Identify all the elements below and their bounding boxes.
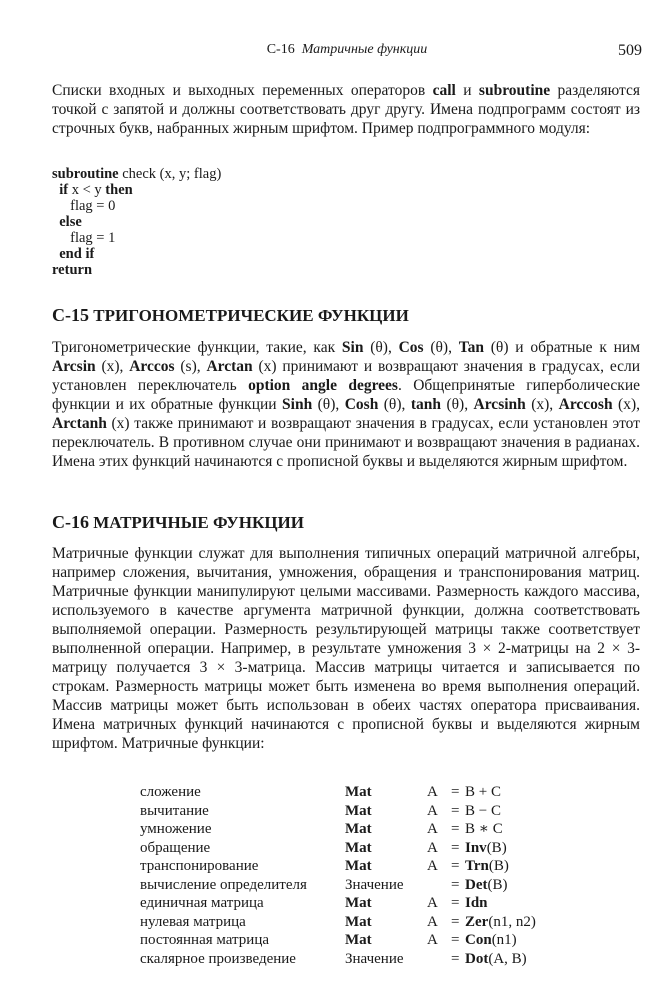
- matrix-function-row: [140, 950, 580, 969]
- matrix-function-row: [140, 894, 580, 913]
- matrix-function-row: [140, 857, 580, 876]
- matrix-function-equals: =: [451, 858, 460, 874]
- code-line: return: [52, 262, 93, 278]
- matrix-function-kind: Mat: [345, 802, 372, 819]
- matrix-function-row: [140, 820, 580, 839]
- matrix-function-expression: [465, 876, 580, 895]
- matrix-function-equals: =: [451, 895, 460, 911]
- running-section-ref: C-16: [266, 42, 295, 57]
- matrix-function-args: (A, B): [488, 950, 527, 967]
- matrix-function-variable: A: [427, 821, 438, 837]
- matrix-function-kind: Mat: [345, 784, 372, 800]
- matrix-function-expression: [465, 857, 580, 876]
- matrix-functions-table: [140, 783, 580, 968]
- matrix-function-expression: [465, 839, 580, 858]
- matrix-function-name: нулевая матрица: [140, 913, 246, 930]
- section-16-paragraph: Матричные функции служат для выполнения типичных операций матричной алгебры, например сложения, вычитания, умножения, обращения и транспонирования матриц. Матричные функции манипулируют целыми массивами. Размерность каждого массива, используемого в качестве аргумента матричной функции, должна соответствовать выполняемой операции. Размерность результирующей матрицы также соответствует выполненной операции. Например, в результате умножения 3 × 2-матрицы на 2 × 3-матрицу получается 3 × 3-матрица. Массив матрицы читается и записывается по строкам. Размерность матрицы может быть изменена во время выполнения операций. Массив матрицы может быть использован в обеих частях оператора присваивания. Имена матричных функций начинаются с прописной буквы и выделяются жирным шрифтом. Матричные функции:: [52, 545, 640, 752]
- matrix-function-keyword: Idn: [465, 895, 488, 911]
- matrix-function-args: (B): [487, 876, 508, 893]
- code-line: if x < y then: [59, 182, 133, 198]
- matrix-function-variable: [427, 950, 451, 969]
- keyword-call: call: [432, 82, 456, 99]
- running-section-title: Матричные функции: [301, 42, 428, 57]
- matrix-function-row: [140, 913, 580, 932]
- code-example: [52, 166, 452, 278]
- matrix-function-variable: A: [427, 802, 438, 819]
- matrix-function-row: [140, 931, 580, 950]
- matrix-function-row: [140, 876, 580, 895]
- code-line: flag = 0: [70, 198, 116, 214]
- matrix-function-variable: A: [427, 932, 438, 948]
- section-15-title: ТРИГОНОМЕТРИЧЕСКИЕ ФУНКЦИИ: [93, 306, 409, 325]
- code-line: subroutine check (x, y; flag): [52, 166, 222, 182]
- matrix-function-args: B ∗ C: [465, 821, 503, 837]
- matrix-function-keyword: Inv: [465, 839, 487, 856]
- matrix-function-equals: =: [451, 950, 460, 967]
- matrix-function-args: (n1, n2): [488, 913, 536, 930]
- matrix-function-row: [140, 839, 580, 858]
- matrix-function-kind: Mat: [345, 839, 372, 856]
- matrix-function-expression: [465, 913, 580, 932]
- matrix-function-kind: Mat: [345, 913, 372, 930]
- matrix-function-args: (B): [486, 839, 507, 856]
- matrix-function-equals: =: [451, 784, 460, 800]
- matrix-function-args: B + C: [465, 784, 501, 800]
- matrix-function-kind: Mat: [345, 821, 372, 837]
- matrix-function-expression: [465, 950, 580, 969]
- running-head: [52, 42, 642, 64]
- matrix-function-name: обращение: [140, 839, 211, 856]
- matrix-function-equals: =: [451, 839, 460, 856]
- matrix-function-kind: Mat: [345, 932, 372, 948]
- matrix-function-keyword: Trn: [465, 858, 489, 874]
- intro-paragraph: Списки входных и выходных переменных операторов call и subroutine разделяются точкой с запятой и должны соответствовать друг другу. Имена подпрограмм состоят из строчных букв, набранных жирным шрифтом. Пример подпрограммного модуля:: [52, 82, 640, 137]
- matrix-function-variable: A: [427, 784, 438, 800]
- keyword-subroutine: subroutine: [478, 82, 551, 99]
- section-15-number: C-15: [52, 305, 89, 325]
- matrix-function-name: сложение: [140, 784, 201, 800]
- matrix-function-variable: A: [427, 913, 438, 930]
- matrix-function-kind: Mat: [345, 858, 372, 874]
- section-16-number: C-16: [52, 512, 89, 532]
- matrix-function-kind: Значение: [345, 876, 404, 893]
- matrix-function-name: скалярное произведение: [140, 950, 296, 967]
- code-line: end if: [59, 246, 95, 262]
- matrix-function-equals: =: [451, 932, 460, 948]
- matrix-function-expression: [465, 783, 580, 802]
- section-16-heading: [52, 512, 642, 533]
- matrix-function-args: (n1): [491, 932, 517, 948]
- matrix-function-keyword: Con: [465, 932, 492, 948]
- section-15-paragraph: Тригонометрические функции, такие, как Sin (θ), Cos (θ), Tan (θ) и обратные к ним Arcsin (x), Arccos (s), Arctan (x) принимают и возвращают значения в градусах, если установлен переключатель option angle degrees. Общепринятые гиперболические функции и их обратные функции Sinh (θ), Cosh (θ), tanh (θ), Arcsinh (x), Arccosh (x), Arctanh (x) также принимают и возвращают значения в градусах, если установлен этот переключатель. В противном случае они принимают и возвращают значения в радианах. Имена этих функций начинаются с прописной буквы и выделяются жирным шрифтом.: [52, 339, 641, 470]
- matrix-function-kind: Mat: [345, 895, 372, 911]
- matrix-function-args: (B): [488, 858, 509, 874]
- matrix-function-keyword: Zer: [465, 913, 489, 930]
- matrix-function-equals: =: [451, 802, 460, 819]
- matrix-function-variable: A: [427, 839, 438, 856]
- matrix-function-keyword: Det: [465, 876, 488, 893]
- code-line: else: [59, 214, 82, 230]
- running-title: [52, 42, 642, 58]
- section-16-title: МАТРИЧНЫЕ ФУНКЦИИ: [93, 513, 305, 532]
- matrix-function-name: вычитание: [140, 802, 209, 819]
- matrix-function-name: умножение: [140, 821, 212, 837]
- matrix-function-name: транспонирование: [140, 858, 259, 874]
- matrix-function-row: [140, 802, 580, 821]
- matrix-function-expression: [465, 802, 580, 821]
- matrix-function-variable: A: [427, 858, 438, 874]
- matrix-function-equals: =: [451, 876, 460, 893]
- matrix-function-variable: [427, 876, 451, 895]
- matrix-function-name: единичная матрица: [140, 895, 264, 911]
- matrix-function-row: [140, 783, 580, 802]
- matrix-function-expression: [465, 820, 580, 839]
- matrix-function-keyword: Dot: [465, 950, 489, 967]
- matrix-function-variable: A: [427, 895, 438, 911]
- matrix-function-kind: Значение: [345, 950, 404, 967]
- matrix-function-expression: [465, 894, 580, 913]
- section-15-heading: [52, 305, 642, 326]
- page-number: 509: [618, 42, 642, 59]
- matrix-function-expression: [465, 931, 580, 950]
- matrix-function-args: B − C: [465, 802, 501, 819]
- matrix-function-equals: =: [451, 913, 460, 930]
- matrix-function-name: вычисление определителя: [140, 876, 307, 893]
- matrix-function-equals: =: [451, 821, 460, 837]
- matrix-function-name: постоянная матрица: [140, 932, 270, 948]
- code-line: flag = 1: [70, 230, 116, 246]
